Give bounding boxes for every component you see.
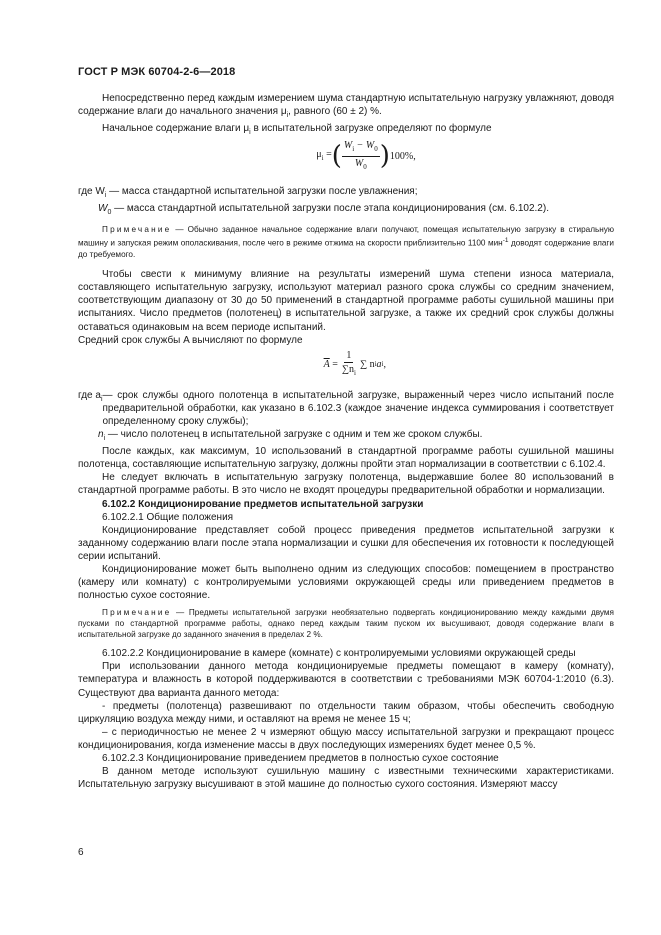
note-moisture: Примечание — Обычно заданное начальное содержание влаги получают, помещая испытательную загрузку в стиральную машину и запуская режим ополаскивания, после чего в режиме отжима на скорости приблизительно 1100 мин$^{-1}$ доводят содержание влаги до требуемого. (78, 225, 614, 260)
definition-w0: $W_0$ — масса стандартной испытательной загрузки после этапа кондиционирования (см. 6.102.2). (98, 203, 549, 217)
paragraph-moisture-formula-intro: Начальное содержание влаги $\mu_i$ в испытательной загрузке определяют по формуле (102, 123, 492, 137)
definition-ai: где $a_i$ — срок службы одного полотенца в испытательной загрузке, выраженный через число испытаний после предварительной обработки, как указано в 6.102.3 (каждое значение индекса суммирования i соответствует определенному сроку службы); (78, 389, 614, 427)
section-heading-6-102-2-2: 6.102.2.2 Кондиционирование в камере (комнате) с контролируемыми условиями окружающей среды (102, 648, 576, 660)
paragraph-dry-method: В данном методе используют сушильную машину с известными техническими характеристиками. Испытательную загрузку высушивают в этой машине до полностью сухого состояния. Измеряют массу (78, 766, 614, 791)
paragraph-chamber-method: При использовании данного метода кондиционируемые предметы помещают в камеру (комнату), температура и влажность в которой поддерживаются в соответствии с требованиями МЭК 60704-1:2010 (6.3). Существуют два варианта данного метода: (78, 661, 614, 699)
definition-ni: $n_i$ — число полотенец в испытательной загрузке с одним и тем же сроком службы. (98, 429, 483, 443)
section-heading-6-102-2: 6.102.2 Кондиционирование предметов испытательной загрузки (102, 498, 424, 510)
list-item-hanging: - предметы (полотенца) развешивают по отдельности таким образом, чтобы обеспечить свободную циркуляцию воздуха между ними, и оставляют на время не менее 15 ч; (78, 700, 614, 725)
list-item-weighing: – с периодичностью не менее 2 ч измеряют общую массу испытательной загрузки и прекращают процесс кондиционирования, когда изменение массы в двух последующих измерениях будет менее 0,5 %. (78, 726, 614, 751)
page-number: 6 (78, 847, 84, 858)
paragraph-normalization: После каждых, как максимум, 10 использований в стандартной программе работы сушильной машины полотенца, составляющие испытательную загрузку, должны пройти этап нормализации в соответствии с 6.102.4. (78, 446, 614, 471)
formula-moisture: $\mu_i$ = ( $\frac{W_i - W_0}{W_0}$ ) 100%, (316, 139, 416, 172)
note-conditioning: Примечание — Предметы испытательной загрузки необязательно подвергать кондиционированию между каждыми двумя пусками по стандартной программе работы, однако перед каждым таким пуском их высушивают, доводя содержание влаги в испытательной загрузке до заданного значения в пределах 2 %. (78, 608, 614, 640)
document-header: ГОСТ Р МЭК 60704-2-6—2018 (78, 66, 236, 78)
document-body (78, 92, 614, 791)
paragraph-towel-wear: Чтобы свести к минимуму влияние на результаты измерений шума степени износа материала, составляющего испытательную загрузку, используют материал разного срока службы со средним значением, соответствующим диапазону от 30 до 50 применений в стандартной программе работы сушильной машины при испытаниях. Число предметов (полотенец) в испытательной загрузке, а также их средний срок службы должны оставаться одинаковым на всем периоде испытаний. (78, 269, 614, 333)
paragraph-moisture-intro: Непосредственно перед каждым измерением шума стандартную испытательную нагрузку увлажняют, доводя содержание влаги до начального значения $\mu_i$, равного (60 ± 2) %. (78, 93, 614, 120)
section-heading-6-102-2-3: 6.102.2.3 Кондиционирование приведением предметов в полностью сухое состояние (102, 753, 499, 765)
paragraph-conditioning-methods: Кондиционирование может быть выполнено одним из следующих способов: помещением в пространство (камеру или комнату) с контролируемыми условиями окружающей среды или приведением предметов в полностью сухое состояние. (78, 563, 614, 602)
formula-average-lifetime: $\overline{A}$ = $\frac{1}{\sum n_i}$ ∑ n i a i , (323, 350, 386, 378)
paragraph-max-uses: Не следует включать в испытательную загрузку полотенца, выдержавшие более 80 использований в стандартной программе работы. В это число не входят процедуры предварительной обработки и нормализации. (78, 472, 614, 497)
definition-wi: где $W_i$ — масса стандартной испытательной загрузки после увлажнения; (78, 186, 418, 200)
paragraph-average-lifetime: Средний срок службы A вычисляют по формуле (78, 334, 303, 346)
paragraph-conditioning-definition: Кондиционирование представляет собой процесс приведения предметов испытательной загрузки к заданному содержанию влаги после этапа нормализации и сушки для обеспечения их готовности к последующей серии испытаний. (78, 524, 614, 562)
section-heading-6-102-2-1: 6.102.2.1 Общие положения (102, 511, 234, 523)
